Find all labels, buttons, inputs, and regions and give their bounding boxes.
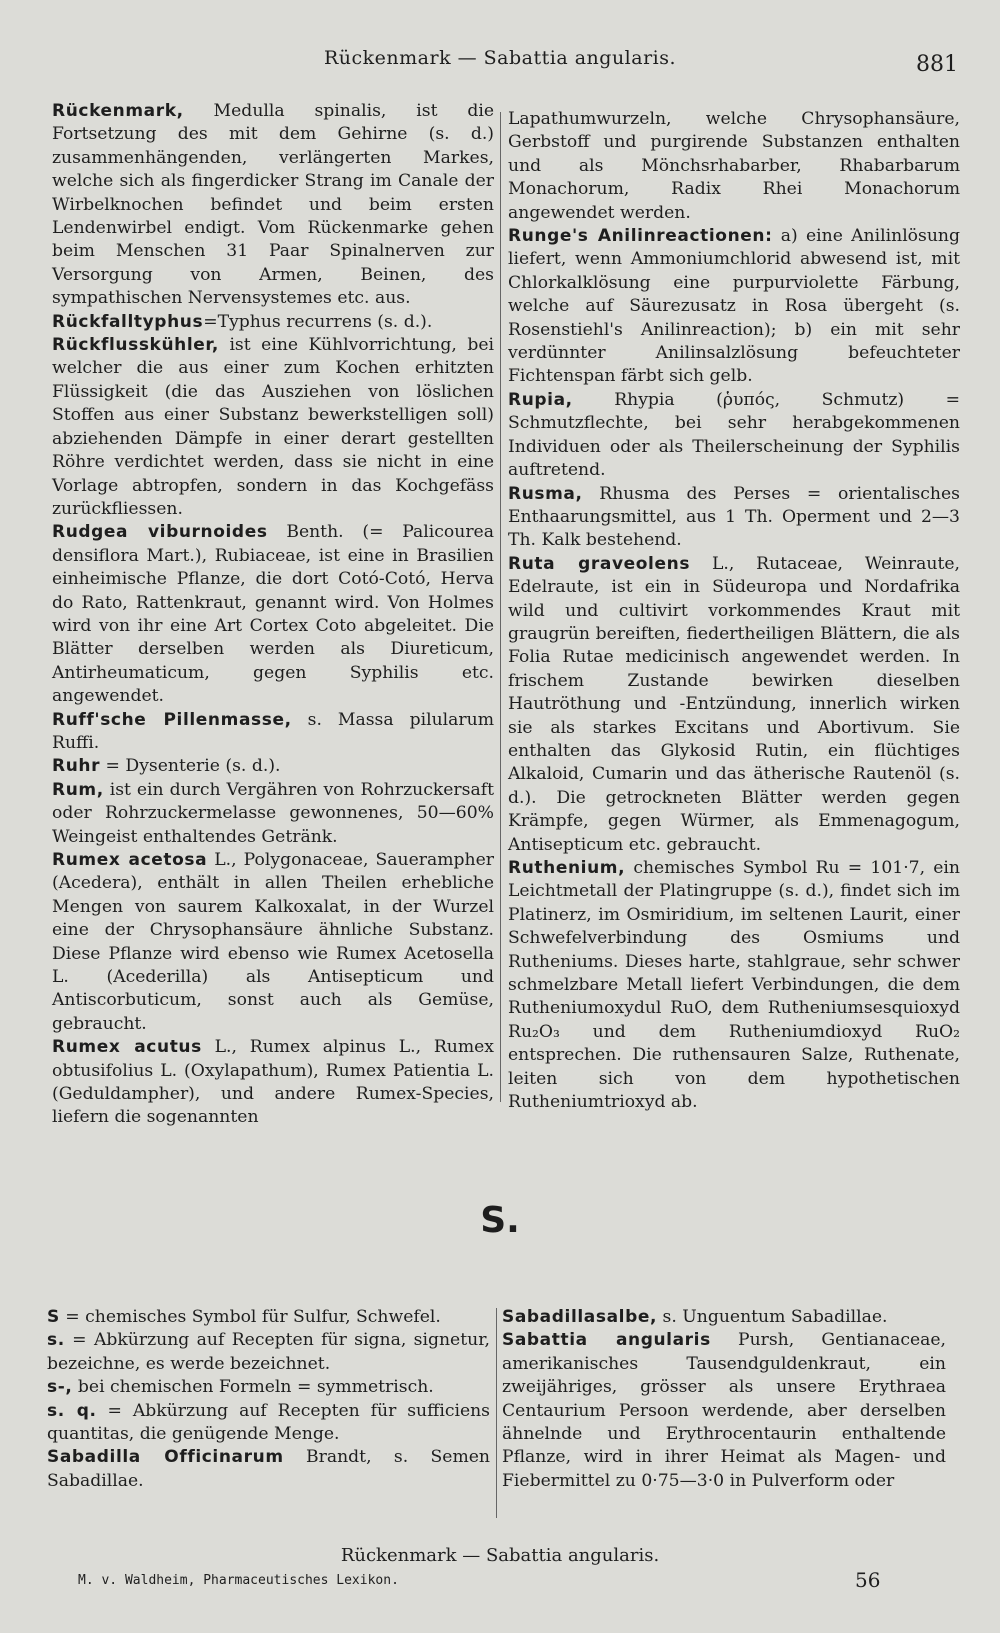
entry-headword: Sabattia angularis: [502, 1330, 711, 1351]
entry-text: =Typhus recurrens (s. d.).: [203, 311, 433, 332]
entry-text: a) eine Anilinlösung liefert, wenn Ammoniumchlorid abwesend ist, mit Chlorkalklösung eine purpurviolette Färbung, welche auf Säurezusatz in Rosa übergeht (s. Rosenstiehl's Anilinreaction); b) ein mit sehr verdünnter Anilinsalzlösung befeuchteter Fichtenspan färbt sich gelb.: [508, 226, 960, 387]
entry-text: ist eine Kühlvorrichtung, bei welcher die aus einer zum Kochen erhitzten Flüssigkeit (die das Ausziehen von löslichen Stoffen aus einer Substanz bewerkstelligen soll) abziehenden Dämpfe in einer derart gestellten Röhre verdichtet werden, dass sie nicht in eine Vorlage abtropfen, sondern in das Kochgefäss zurückfliessen.: [52, 335, 494, 519]
entry: [508, 225, 960, 389]
entry-headword: Rudgea viburnoides: [52, 522, 268, 543]
entry: [52, 709, 494, 756]
entry-text: = Abkürzung auf Recepten für signa, signetur, bezeichne, es werde bezeichnet.: [47, 1330, 490, 1374]
column-divider: [500, 112, 501, 1102]
entry: [508, 389, 960, 483]
column-divider: [496, 1308, 497, 1518]
entry: [47, 1446, 490, 1493]
entry-text: = chemisches Symbol für Sulfur, Schwefel.: [59, 1307, 441, 1327]
entry-text: = Dysenterie (s. d.).: [100, 756, 281, 777]
entry-text: s. Massa pilularum Ruffi.: [52, 709, 494, 753]
entry: [508, 483, 960, 553]
entry-headword: Rumex acetosa: [52, 850, 208, 870]
entry: [52, 334, 494, 521]
entry-headword: s-,: [47, 1377, 73, 1398]
entry: [52, 100, 494, 311]
entry-headword: s.: [47, 1330, 65, 1351]
column-right-bottom: [502, 1306, 946, 1493]
entry-text: Lapathumwurzeln, welche Chrysophansäure, Gerbstoff und purgirende Substanzen enthalten und als Mönchsrhabarber, Rhabarbarum Monachorum, Radix Rhei Monachorum angewendet werden.: [508, 109, 960, 223]
page-number: 881: [916, 52, 958, 77]
column-left-top: [52, 100, 494, 1130]
entry-headword: Rückfalltyphus: [52, 311, 204, 332]
entry-text: Brandt, s. Semen Sabadillae.: [47, 1447, 490, 1491]
entry-headword: Rückenmark,: [52, 101, 184, 121]
footer-sheet-number: 56: [855, 1568, 881, 1592]
entry-headword: Ruthenium,: [508, 858, 626, 878]
entry-headword: Ruhr: [52, 756, 101, 777]
entry-headword: Rum,: [52, 779, 104, 800]
entry-headword: s. q.: [47, 1400, 97, 1421]
entry: [502, 1329, 946, 1493]
entry-headword: Rupia,: [508, 389, 573, 410]
entry-headword: Sabadillasalbe,: [502, 1307, 658, 1327]
entry-headword: Ruff'sche Pillenmasse,: [52, 709, 292, 730]
entry-text: Benth. (= Palicourea densiflora Mart.), Rubiaceae, ist eine in Brasilien einheimische Pflanze, die dort Cotó-Cotó, Herva do Rato, Rattenkraut, genannt wird. Von Holmes wird von ihr eine Art Cortex Coto abgeleitet. Die Blätter derselben werden als Diureticum, Antirheumaticum, gegen Syphilis etc. angewendet.: [52, 522, 494, 707]
entry-headword: Runge's Anilinreactionen:: [508, 226, 773, 247]
entry: [52, 755, 494, 778]
entry-text: L., Rumex alpinus L., Rumex obtusifolius L. (Oxylapathum), Rumex Patientia L. (Geduldampher), und andere Rumex-Species, liefern die sogenannten: [52, 1037, 494, 1128]
entry-text: Rhypia (ῥυπός, Schmutz) = Schmutzflechte, bei sehr herabgekommenen Individuen oder als Theilerscheinung der Syphilis auftretend.: [508, 389, 960, 481]
entry: [52, 1036, 494, 1130]
entry: [508, 857, 960, 1114]
entry-text: L., Polygonaceae, Sauerampher (Acedera), enthält in allen Theilen erhebliche Mengen von saurem Kalkoxalat, in der Wurzel eine der Chrysophansäure ähnliche Substanz. Diese Pflanze wird ebenso wie Rumex Acetosella L. (Acederilla) als Antisepticum und Antiscorbuticum, sonst auch als Gemüse, gebraucht.: [52, 850, 494, 1034]
entry-text: Rhusma des Perses = orientalisches Enthaarungsmittel, aus 1 Th. Operment und 2—3 Th. Kalk bestehend.: [508, 483, 960, 551]
entry: [47, 1329, 490, 1376]
running-head: Rückenmark — Sabattia angularis.: [323, 47, 677, 69]
section-letter: S.: [480, 1200, 520, 1241]
entry: [52, 779, 494, 849]
entry-text: chemisches Symbol Ru = 101·7, ein Leichtmetall der Platingruppe (s. d.), findet sich im Platinerz, im Osmiridium, im seltenen Laurit, einer Schwefelverbindung des Osmiums und Rutheniums. Dieses harte, stahlgraue, sehr schwer schmelzbare Metall liefert Verbindungen, die dem Rutheniumoxydul RuO, dem Rutheniumsesquioxyd Ru₂O₃ und dem Rutheniumdioxyd RuO₂ entsprechen. Die ruthensauren Salze, Ruthenate, leiten sich von dem hypothetischen Rutheniumtrioxyd ab.: [508, 858, 960, 1113]
entry: [47, 1400, 490, 1447]
entry: [52, 311, 494, 334]
entry: [508, 553, 960, 857]
entry-headword: Sabadilla Officinarum: [47, 1447, 284, 1468]
entry-text: s. Unguentum Sabadillae.: [657, 1307, 888, 1327]
entry: [47, 1306, 490, 1329]
entry-text: = Abkürzung auf Recepten für sufficiens quantitas, die genügende Menge.: [47, 1400, 490, 1445]
entry: [47, 1376, 490, 1399]
entry-text: ist ein durch Vergähren von Rohrzuckersaft oder Rohrzuckermelasse gewonnenes, 50—60% Weingeist enthaltendes Getränk.: [52, 779, 494, 847]
column-left-bottom: [47, 1306, 490, 1493]
entry-headword: S: [47, 1307, 60, 1327]
footer-running-head: Rückenmark — Sabattia angularis.: [340, 1545, 660, 1566]
entry-text: Medulla spinalis, ist die Fortsetzung des mit dem Gehirne (s. d.) zusammenhängenden, verlängerten Markes, welche sich als fingerdicker Strang im Canale der Wirbelknochen befindet und beim ersten Lendenwirbel endigt. Vom Rückenmarke gehen beim Menschen 31 Paar Spinalnerven zur Versorgung von Armen, Beinen, des sympathischen Nervensystemes etc. aus.: [52, 101, 494, 309]
entry-text: L., Rutaceae, Weinraute, Edelraute, ist ein in Südeuropa und Nordafrika wild und cultivirt vorkommendes Kraut mit graugrün bereiften, fiedertheiligen Blättern, die als Folia Rutae medicinisch angewendet werden. In frischem Zustande bewirken dieselben Hautröthung und -Entzündung, innerlich wirken sie als starkes Excitans und Abortivum. Sie enthalten das Glykosid Rutin, ein flüchtiges Alkaloid, Cumarin und das ätherische Rautenöl (s. d.). Die getrockneten Blätter werden gegen Krämpfe, gegen Würmer, als Emmenagogum, Antisepticum etc. gebraucht.: [508, 553, 960, 855]
entry: [508, 108, 960, 225]
entry-text: bei chemischen Formeln = symmetrisch.: [72, 1377, 434, 1398]
entry: [502, 1306, 946, 1329]
entry: [52, 849, 494, 1036]
entry-text: Pursh, Gentianaceae, amerikanisches Tausendguldenkraut, ein zweijähriges, grösser als unsere Erythraea Centaurium Persoon werdende, aber derselben ähnelnde und Erythrocentaurin enthaltende Pflanze, wird in ihrer Heimat als Magen- und Fiebermittel zu 0·75—3·0 in Pulverform oder: [502, 1330, 947, 1491]
entry-headword: Ruta graveolens: [508, 553, 691, 574]
footer-publisher: M. v. Waldheim, Pharmaceutisches Lexikon.: [78, 1573, 399, 1588]
column-right-top: [508, 108, 960, 1114]
entry-headword: Rückflusskühler,: [52, 335, 219, 356]
entry-headword: Rusma,: [508, 483, 583, 504]
entry-headword: Rumex acutus: [52, 1037, 202, 1058]
entry: [52, 521, 494, 708]
